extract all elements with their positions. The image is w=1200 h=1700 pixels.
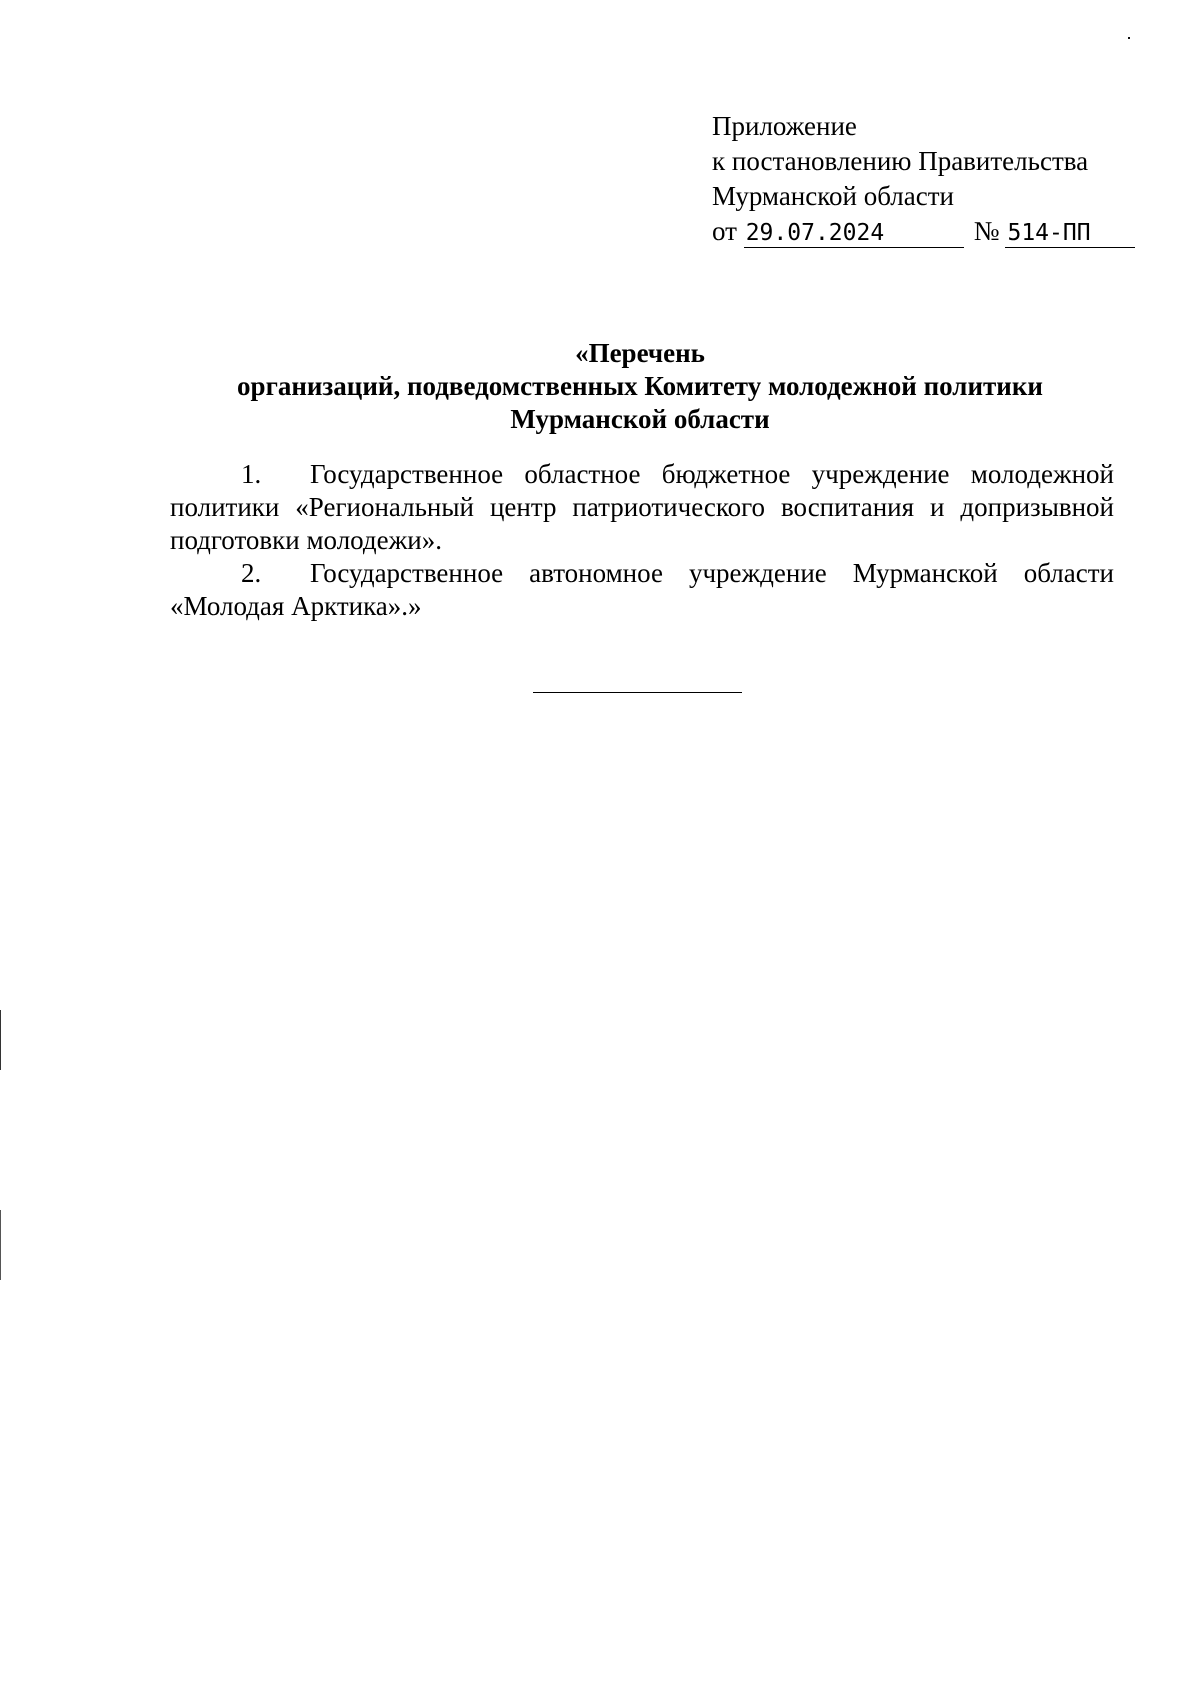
- list-item: [170, 557, 1114, 623]
- appendix-resolution-ref: к постановлению Правительства: [712, 146, 1089, 176]
- title-line-1: «Перечень: [575, 338, 705, 368]
- scan-edge-mark: [0, 1010, 1, 1070]
- date-prefix: от: [712, 216, 737, 246]
- scan-speck: [1128, 37, 1130, 39]
- title-line-2: организаций, подведомственных Комитету молодежной политики: [237, 371, 1043, 401]
- appendix-header: [712, 109, 1142, 249]
- resolution-number: 514-ПП: [1005, 219, 1135, 248]
- appendix-region: Мурманской области: [712, 181, 954, 211]
- list-item-text: Государственное автономное учреждение Мурманской области «Молодая Арктика».»: [170, 558, 1114, 621]
- scan-edge-mark: [0, 1210, 1, 1280]
- list-item: [170, 458, 1114, 557]
- appendix-date-number-line: [712, 214, 1142, 249]
- appendix-label: Приложение: [712, 111, 857, 141]
- title-line-3: Мурманской области: [510, 404, 770, 434]
- closing-divider: [533, 692, 742, 693]
- resolution-date: 29.07.2024: [744, 219, 964, 248]
- organization-list: [170, 458, 1114, 623]
- list-item-number: 2.: [241, 558, 262, 588]
- list-item-text: Государственное областное бюджетное учреждение молодежной политики «Региональный центр патриотического воспитания и допризывной подготовки молодежи».: [170, 459, 1114, 555]
- list-item-number: 1.: [241, 459, 262, 489]
- document-title: [170, 337, 1110, 436]
- number-sign: №: [973, 216, 1000, 246]
